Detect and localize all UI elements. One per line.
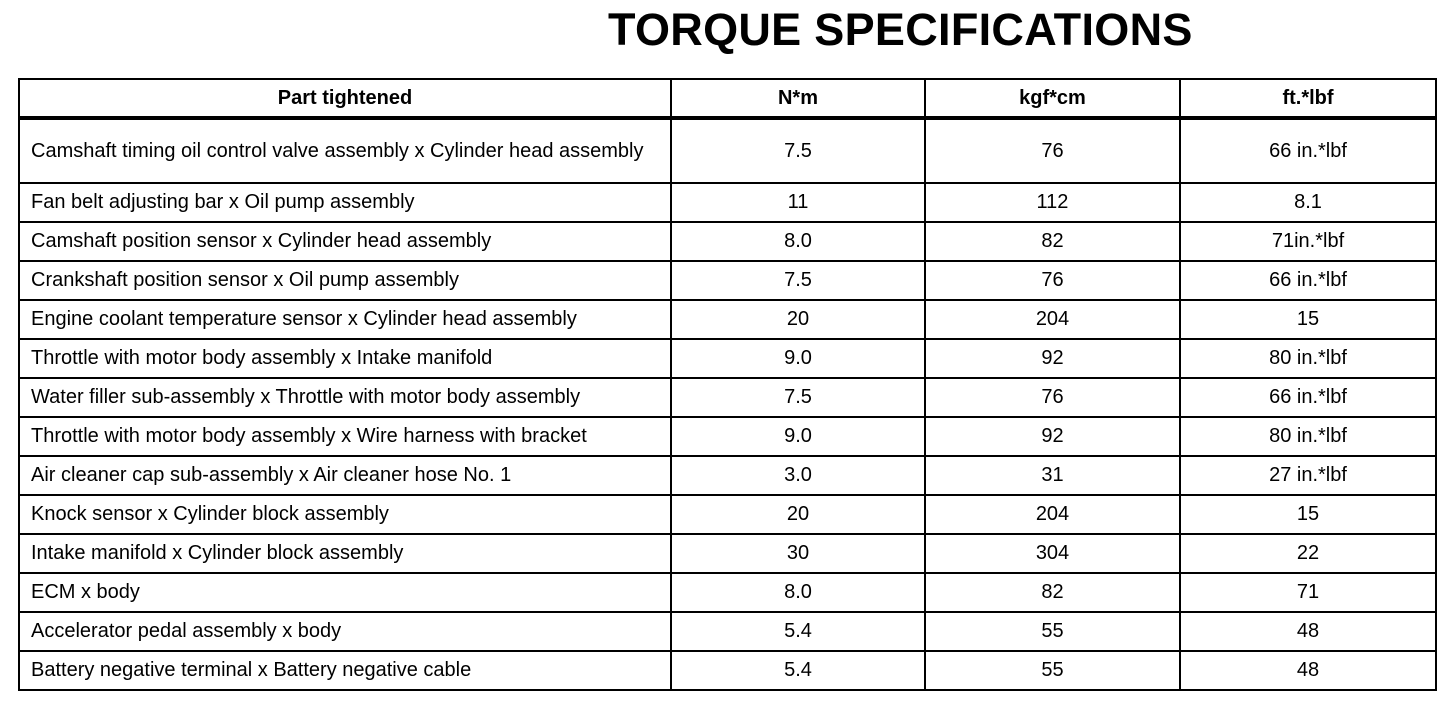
cell-ftlbf: 48 [1180,651,1436,690]
cell-nm: 9.0 [671,417,925,456]
header-ftlbf: ft.*lbf [1180,79,1436,118]
cell-kgfcm: 92 [925,417,1180,456]
cell-part: Fan belt adjusting bar x Oil pump assembly [19,183,671,222]
cell-ftlbf: 27 in.*lbf [1180,456,1436,495]
cell-nm: 20 [671,300,925,339]
cell-ftlbf: 71in.*lbf [1180,222,1436,261]
table-row [19,118,1436,183]
table-row [19,339,1436,378]
table-row [19,300,1436,339]
table-row [19,573,1436,612]
cell-kgfcm: 82 [925,222,1180,261]
cell-ftlbf: 80 in.*lbf [1180,417,1436,456]
cell-part: Intake manifold x Cylinder block assembly [19,534,671,573]
cell-kgfcm: 76 [925,118,1180,183]
table-row [19,378,1436,417]
cell-nm: 20 [671,495,925,534]
header-part-tightened: Part tightened [19,79,671,118]
table-row [19,417,1436,456]
cell-kgfcm: 204 [925,300,1180,339]
cell-part: Battery negative terminal x Battery negative cable [19,651,671,690]
cell-kgfcm: 304 [925,534,1180,573]
cell-kgfcm: 55 [925,612,1180,651]
cell-ftlbf: 22 [1180,534,1436,573]
cell-nm: 5.4 [671,651,925,690]
cell-nm: 7.5 [671,261,925,300]
cell-nm: 7.5 [671,118,925,183]
cell-kgfcm: 112 [925,183,1180,222]
table-row [19,222,1436,261]
cell-nm: 5.4 [671,612,925,651]
cell-ftlbf: 8.1 [1180,183,1436,222]
torque-spec-table [18,78,1437,691]
cell-ftlbf: 15 [1180,300,1436,339]
cell-nm: 8.0 [671,573,925,612]
cell-part: Camshaft timing oil control valve assembly x Cylinder head assembly [19,118,671,183]
cell-kgfcm: 204 [925,495,1180,534]
cell-ftlbf: 80 in.*lbf [1180,339,1436,378]
table-row [19,183,1436,222]
cell-kgfcm: 76 [925,378,1180,417]
cell-nm: 8.0 [671,222,925,261]
table-row [19,261,1436,300]
cell-ftlbf: 15 [1180,495,1436,534]
cell-part: Camshaft position sensor x Cylinder head assembly [19,222,671,261]
page-title: TORQUE SPECIFICATIONS [608,4,1193,55]
cell-ftlbf: 66 in.*lbf [1180,378,1436,417]
cell-part: Air cleaner cap sub-assembly x Air cleaner hose No. 1 [19,456,671,495]
header-nm: N*m [671,79,925,118]
cell-part: Engine coolant temperature sensor x Cylinder head assembly [19,300,671,339]
table-row [19,651,1436,690]
cell-nm: 3.0 [671,456,925,495]
cell-ftlbf: 66 in.*lbf [1180,118,1436,183]
cell-kgfcm: 76 [925,261,1180,300]
cell-part: ECM x body [19,573,671,612]
table-row [19,612,1436,651]
cell-nm: 30 [671,534,925,573]
cell-part: Crankshaft position sensor x Oil pump assembly [19,261,671,300]
cell-part: Throttle with motor body assembly x Wire harness with bracket [19,417,671,456]
cell-ftlbf: 48 [1180,612,1436,651]
cell-part: Throttle with motor body assembly x Intake manifold [19,339,671,378]
table-row [19,534,1436,573]
cell-kgfcm: 31 [925,456,1180,495]
cell-kgfcm: 82 [925,573,1180,612]
table-header-row [19,79,1436,118]
cell-ftlbf: 71 [1180,573,1436,612]
header-kgfcm: kgf*cm [925,79,1180,118]
cell-nm: 7.5 [671,378,925,417]
cell-nm: 9.0 [671,339,925,378]
table-row [19,495,1436,534]
cell-part: Water filler sub-assembly x Throttle with motor body assembly [19,378,671,417]
table-row [19,456,1436,495]
cell-part: Accelerator pedal assembly x body [19,612,671,651]
cell-kgfcm: 92 [925,339,1180,378]
cell-part: Knock sensor x Cylinder block assembly [19,495,671,534]
cell-ftlbf: 66 in.*lbf [1180,261,1436,300]
cell-nm: 11 [671,183,925,222]
cell-kgfcm: 55 [925,651,1180,690]
